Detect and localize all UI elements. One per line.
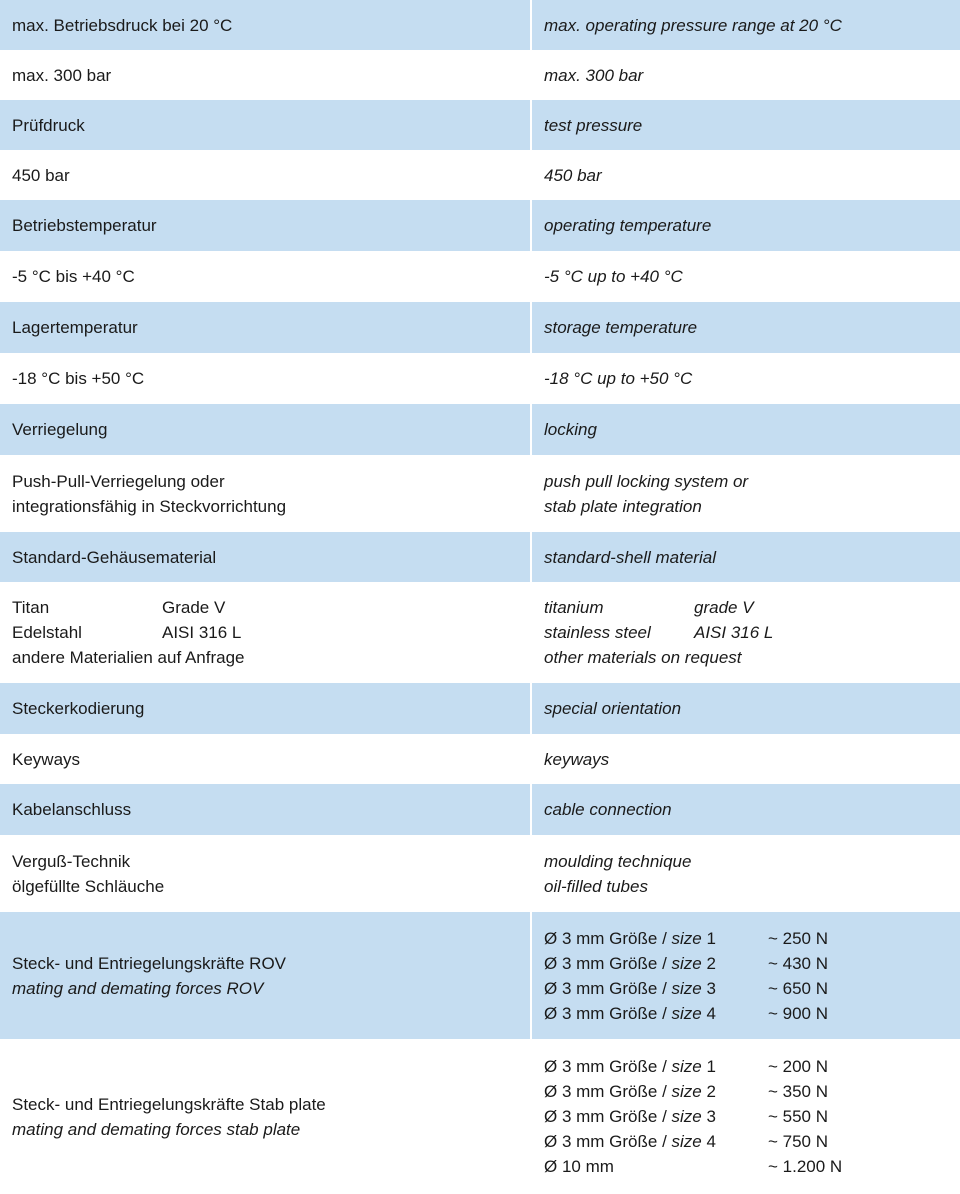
forces-label-de: Steck- und Entriegelungskräfte Stab plate xyxy=(12,1094,326,1114)
label-de: max. Betriebsdruck bei 20 °C xyxy=(0,0,530,50)
force-size-en: size xyxy=(671,1107,702,1126)
force-size-num: 3 xyxy=(701,1107,716,1126)
force-line xyxy=(544,926,960,951)
table-row xyxy=(0,835,960,912)
label-en: special orientation xyxy=(530,683,960,734)
force-value: ~ 1.200 N xyxy=(768,1157,843,1176)
table-row xyxy=(0,150,960,200)
table-row xyxy=(0,251,960,302)
forces-list xyxy=(530,1039,960,1194)
force-line xyxy=(544,1129,960,1154)
material-line xyxy=(544,620,960,645)
value-en: -5 °C up to +40 °C xyxy=(530,251,960,302)
value-en: keyways xyxy=(530,734,960,784)
force-line xyxy=(544,1154,960,1179)
force-size-en: size xyxy=(671,1082,702,1101)
force-line xyxy=(544,1001,960,1026)
force-line xyxy=(544,951,960,976)
value-en: 450 bar xyxy=(530,150,960,200)
force-size-num: 4 xyxy=(701,1132,716,1151)
label-de: Kabelanschluss xyxy=(0,784,530,835)
table-row xyxy=(0,0,960,50)
material-line xyxy=(12,595,530,620)
table-row xyxy=(0,302,960,353)
force-diameter: Ø 3 mm Größe / xyxy=(544,953,672,973)
force-diameter: Ø 3 mm Größe / xyxy=(544,1057,672,1076)
force-size-num: 2 xyxy=(701,953,716,973)
forces-label xyxy=(0,912,530,1039)
text-line: Verguß-Technik xyxy=(12,851,131,871)
label-en: storage temperature xyxy=(530,302,960,353)
text-line: ölgefüllte Schläuche xyxy=(12,876,165,896)
text-line: Push-Pull-Verriegelung oder xyxy=(12,471,225,491)
value-en: -18 °C up to +50 °C xyxy=(530,353,960,404)
force-value: ~ 750 N xyxy=(768,1132,829,1151)
forces-label-en: mating and demating forces stab plate xyxy=(12,1119,301,1139)
force-size-en: size xyxy=(671,928,702,948)
value-de: 450 bar xyxy=(0,150,530,200)
material-line xyxy=(544,595,960,620)
label-en: test pressure xyxy=(530,100,960,150)
table-row xyxy=(0,734,960,784)
force-diameter: Ø 3 mm Größe / xyxy=(544,928,672,948)
label-en: locking xyxy=(530,404,960,455)
value-en: max. 300 bar xyxy=(530,50,960,100)
table-row xyxy=(0,683,960,734)
value-en xyxy=(530,455,960,532)
value-de xyxy=(0,455,530,532)
label-de: Standard-Gehäusematerial xyxy=(0,532,530,582)
force-size-en: size xyxy=(671,1003,702,1023)
table-row xyxy=(0,455,960,532)
force-value: ~ 430 N xyxy=(768,953,829,973)
material-name: titanium xyxy=(544,598,604,617)
force-line xyxy=(544,1104,960,1129)
force-size-num: 1 xyxy=(701,928,716,948)
force-diameter: Ø 3 mm Größe / xyxy=(544,1132,672,1151)
material-note: andere Materialien auf Anfrage xyxy=(12,648,245,667)
table-row xyxy=(0,912,960,1039)
forces-label xyxy=(0,1039,530,1194)
force-diameter: Ø 3 mm Größe / xyxy=(544,1082,672,1101)
text-line: moulding technique xyxy=(544,851,692,871)
force-diameter: Ø 3 mm Größe / xyxy=(544,978,672,998)
force-value: ~ 250 N xyxy=(768,928,829,948)
force-value: ~ 550 N xyxy=(768,1107,829,1126)
force-value: ~ 200 N xyxy=(768,1057,829,1076)
label-en: max. operating pressure range at 20 °C xyxy=(530,0,960,50)
force-size-num: 2 xyxy=(701,1082,716,1101)
text-line: push pull locking system or xyxy=(544,471,749,491)
force-line xyxy=(544,1079,960,1104)
label-de: Betriebstemperatur xyxy=(0,200,530,251)
force-size-num: 1 xyxy=(701,1057,716,1076)
force-value: ~ 650 N xyxy=(768,978,829,998)
label-en: cable connection xyxy=(530,784,960,835)
force-size-num: 4 xyxy=(701,1003,716,1023)
force-size-en: size xyxy=(671,978,702,998)
force-diameter: Ø 3 mm Größe / xyxy=(544,1003,672,1023)
force-size-en: size xyxy=(671,1132,702,1151)
label-en: operating temperature xyxy=(530,200,960,251)
text-line: integrationsfähig in Steckvorrichtung xyxy=(12,496,287,516)
material-name: stainless steel xyxy=(544,623,651,642)
force-size-num: 3 xyxy=(701,978,716,998)
table-row xyxy=(0,582,960,683)
force-diameter: Ø 10 mm xyxy=(544,1157,614,1176)
value-de xyxy=(0,835,530,912)
text-line: stab plate integration xyxy=(544,496,702,516)
forces-label-en: mating and demating forces ROV xyxy=(12,978,264,998)
material-grade: Grade V xyxy=(162,598,226,617)
value-de xyxy=(0,582,530,683)
forces-label-de: Steck- und Entriegelungskräfte ROV xyxy=(12,953,287,973)
force-size-en: size xyxy=(671,1057,702,1076)
force-line xyxy=(544,976,960,1001)
forces-list xyxy=(530,912,960,1039)
material-name: Edelstahl xyxy=(12,623,82,642)
force-size-en: size xyxy=(671,953,702,973)
table-row xyxy=(0,1039,960,1194)
table-row xyxy=(0,100,960,150)
value-de: max. 300 bar xyxy=(0,50,530,100)
material-name: Titan xyxy=(12,598,50,617)
force-line xyxy=(544,1054,960,1079)
label-en: standard-shell material xyxy=(530,532,960,582)
table-row xyxy=(0,50,960,100)
table-row xyxy=(0,200,960,251)
table-row xyxy=(0,404,960,455)
value-en xyxy=(530,835,960,912)
value-de: Keyways xyxy=(0,734,530,784)
table-row xyxy=(0,784,960,835)
label-de: Steckerkodierung xyxy=(0,683,530,734)
table-row xyxy=(0,532,960,582)
label-de: Lagertemperatur xyxy=(0,302,530,353)
label-de: Prüfdruck xyxy=(0,100,530,150)
label-de: Verriegelung xyxy=(0,404,530,455)
material-note: other materials on request xyxy=(544,648,742,667)
force-value: ~ 350 N xyxy=(768,1082,829,1101)
material-grade: grade V xyxy=(694,598,754,617)
material-line xyxy=(12,620,530,645)
value-en xyxy=(530,582,960,683)
force-diameter: Ø 3 mm Größe / xyxy=(544,1107,672,1126)
value-de: -5 °C bis +40 °C xyxy=(0,251,530,302)
value-de: -18 °C bis +50 °C xyxy=(0,353,530,404)
force-value: ~ 900 N xyxy=(768,1003,829,1023)
material-grade: AISI 316 L xyxy=(694,623,774,642)
text-line: oil-filled tubes xyxy=(544,876,648,896)
material-grade: AISI 316 L xyxy=(162,623,242,642)
table-row xyxy=(0,353,960,404)
